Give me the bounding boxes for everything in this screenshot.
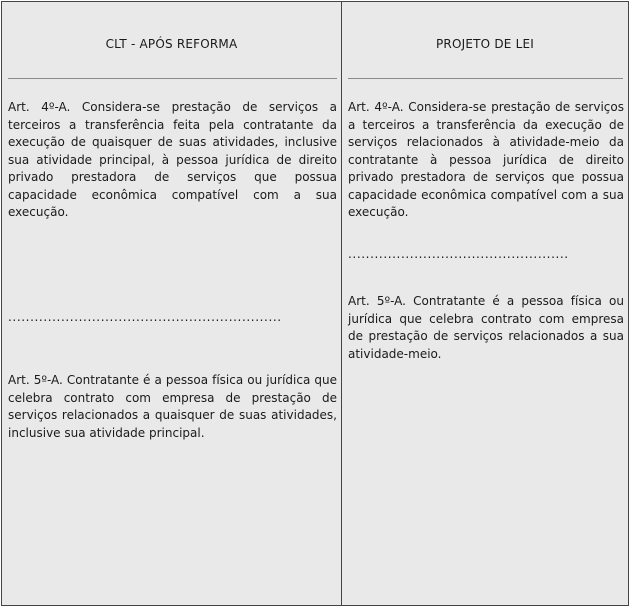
header-divider (348, 78, 623, 79)
column-header-clt: CLT - APÓS REFORMA (105, 37, 238, 51)
projeto-ellipsis: .................................................. (348, 247, 569, 261)
column-projeto (342, 2, 628, 605)
clt-art-4a: Art. 4º-A. Considera-se prestação de serviços a terceiros a transferência feita pela contratante da execução de quaisquer de suas atividades, inclusive sua atividade principal, à pessoa jurídica de direito privado prestadora de serviços que possua capacidade econômica compatível com a sua execução. (8, 100, 337, 219)
clt-art-5a: Art. 5º-A. Contratante é a pessoa física ou jurídica que celebra contrato com empresa de prestação de serviços relacionados a quaisquer de suas atividades, inclusive sua atividade principal. (8, 373, 337, 440)
projeto-art-4a: Art. 4º-A. Considera-se prestação de serviços a terceiros a transferência da execução de serviços relacionados à atividade-meio da contratante à pessoa jurídica de direito privado prestadora de serviços que possua capacidade econômica compatível com a sua execução. (348, 100, 624, 219)
comparison-table (1, 1, 629, 606)
column-clt (2, 2, 342, 605)
column-header-projeto: PROJETO DE LEI (436, 37, 534, 51)
header-divider (8, 78, 337, 79)
clt-ellipsis: .............................................................. (8, 310, 282, 324)
projeto-art-5a: Art. 5º-A. Contratante é a pessoa física ou jurídica que celebra contrato com empresa de prestação de serviços relacionados a sua atividade-meio. (348, 294, 624, 361)
